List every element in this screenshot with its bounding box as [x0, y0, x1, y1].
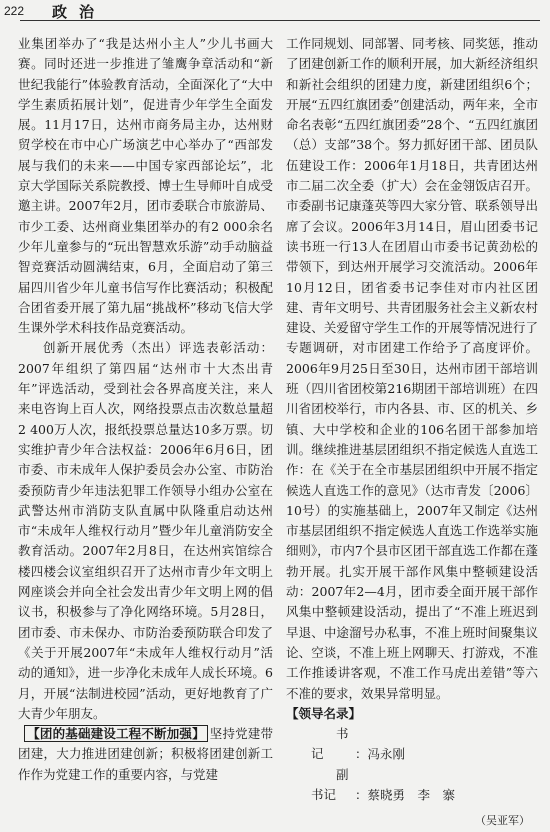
headed-paragraph	[18, 724, 273, 785]
page-number: 222	[4, 4, 25, 18]
paragraph: 创新开展优秀（杰出）评选表彰活动：2007年组织了第四届“达州市十大杰出青年”评选活动，受到社会各界高度关注，来人来电咨询上百人次，网络投票点击次数总量超2 400万人次，报纸投票总量达10多万票。切实维护青少年合法权益：2006年6月6日，团市委、市未成年人保护委员会办公室、市防治委预防青少年违法犯罪工作领导小组办公室在武警达州市消防支队直属中队隆重启动达州市“未成年人维权行动月”暨少年儿童消防安全教育活动。2007年2月8日，在达州宾馆综合楼四楼会议室组织召开了达州市青少年文明上网座谈会并向全社会发出青少年文明上网的倡议书，积极参与了净化网络环境。5月28日，团市委、市未保办、市防治委预防联合印发了《关于开展2007年“未成年人维权行动月”活动的通知》，进一步净化未成年人成长环境。6月，开展“法制进校园”活动，更好地教育了广大青少年朋友。	[18, 340, 273, 721]
paragraph-text: 坚持党建带团建，大力推进团建创新；积极将团建创新工作作为党建工作的重要内容，与党建	[18, 726, 273, 782]
leader-role: 副书记	[311, 766, 349, 802]
leader-role: 书 记	[311, 726, 362, 762]
paragraph: 业集团举办了“我是达州小主人”少儿书画大赛。同时还进一步推进了雏鹰争章活动和“新世纪我能行”体验教育活动，全面深化了“大中学生素质拓展计划”，促进青少年学生全面发展。11月17日，达州市商务局主办，达州财贸学校在市中心广场演艺中心举办了“西部发展与我们的未来——中国专家西部论坛”，北京大学国际关系院教授、博士生导师叶自成受邀主讲。2007年2月，团市委联合市旅游局、市少工委、达州商业集团举办的有2 000余名少年儿童参与的“玩出智慧欢乐游”动手动脑益智竞赛活动圆满结束，6月，全面启动了第三届四川省少年儿童书信写作比赛活动；积极配合团省委开展了第九届“挑战杯”移动飞信大学生课外学术科技作品竞赛活动。	[18, 36, 273, 336]
page-header	[0, 0, 550, 32]
leader-entry: 书 记 ：冯永刚	[286, 724, 538, 765]
leader-entry: 副书记 ：蔡晓勇 李 寨	[286, 765, 538, 806]
right-column	[286, 34, 538, 828]
section-title: 政治	[52, 3, 107, 21]
leaders-heading: 【领导名录】	[286, 705, 362, 721]
paragraph: 工作同规划、同部署、同考核、同奖惩，推动了团建创新工作的顺利开展，加大新经济组织和新社会组织的团建力度，新建团组织6个；开展“五四红旗团委”创建活动，两年来，全市命名表彰“五四红旗团委”28个、“五四红旗团（总）支部”38个。努力抓好团干部、团员队伍建设工作：2006年1月18日，共青团达州市二届二次全委（扩大）会在金翎饭店召开。市委副书记康蓬英等四大家分管、联系领导出席了会议。2006年3月14日，眉山团委书记读书班一行13人在团眉山市委书记黄劲松的带领下，到达州开展学习交流活动。2006年10月12日，团省委书记李佳对市内社区团建、青年文明号、共青团服务社会主义新农村建设、关爱留守学生工作的开展等情况进行了专题调研，对市团建工作给予了高度评价。2006年9月25日至30日，达州市团干部培训班（四川省团校第216期团干部培训班）在四川省团校举行，市内各县、市、区的机关、乡镇、大中学校和企业的106名团干部参加培训。继续推进基层团组织不指定候选人直选工作：在《关于在全市基层团组织中开展不指定候选人直选工作的意见》（达市青发〔2006〕10号）的实施基础上，2007年又制定《达州市基层团组织不指定候选人直选工作选举实施细则》，市内7个县市区团干部直选工作都在蓬勃开展。扎实开展干部作风集中整顿建设活动：2007年2—4月，团市委全面开展干部作风集中整顿建设活动，提出了“不准上班迟到早退、中途溜号办私事，不准上班时间聚集议论、空谈，不准上班上网聊天、打游戏，不准工作推诿讲客观，不准工作马虎出差错”等六不准的要求，效果异常明显。	[286, 36, 538, 701]
author-credit: （吴亚军）	[475, 814, 530, 828]
left-column	[18, 34, 273, 784]
leader-names: 冯永刚	[367, 746, 406, 762]
section-heading: 【团的基础建设工程不断加强】	[24, 725, 208, 742]
header-rule	[20, 20, 540, 21]
leader-names: 蔡晓勇 李 寨	[367, 786, 456, 802]
